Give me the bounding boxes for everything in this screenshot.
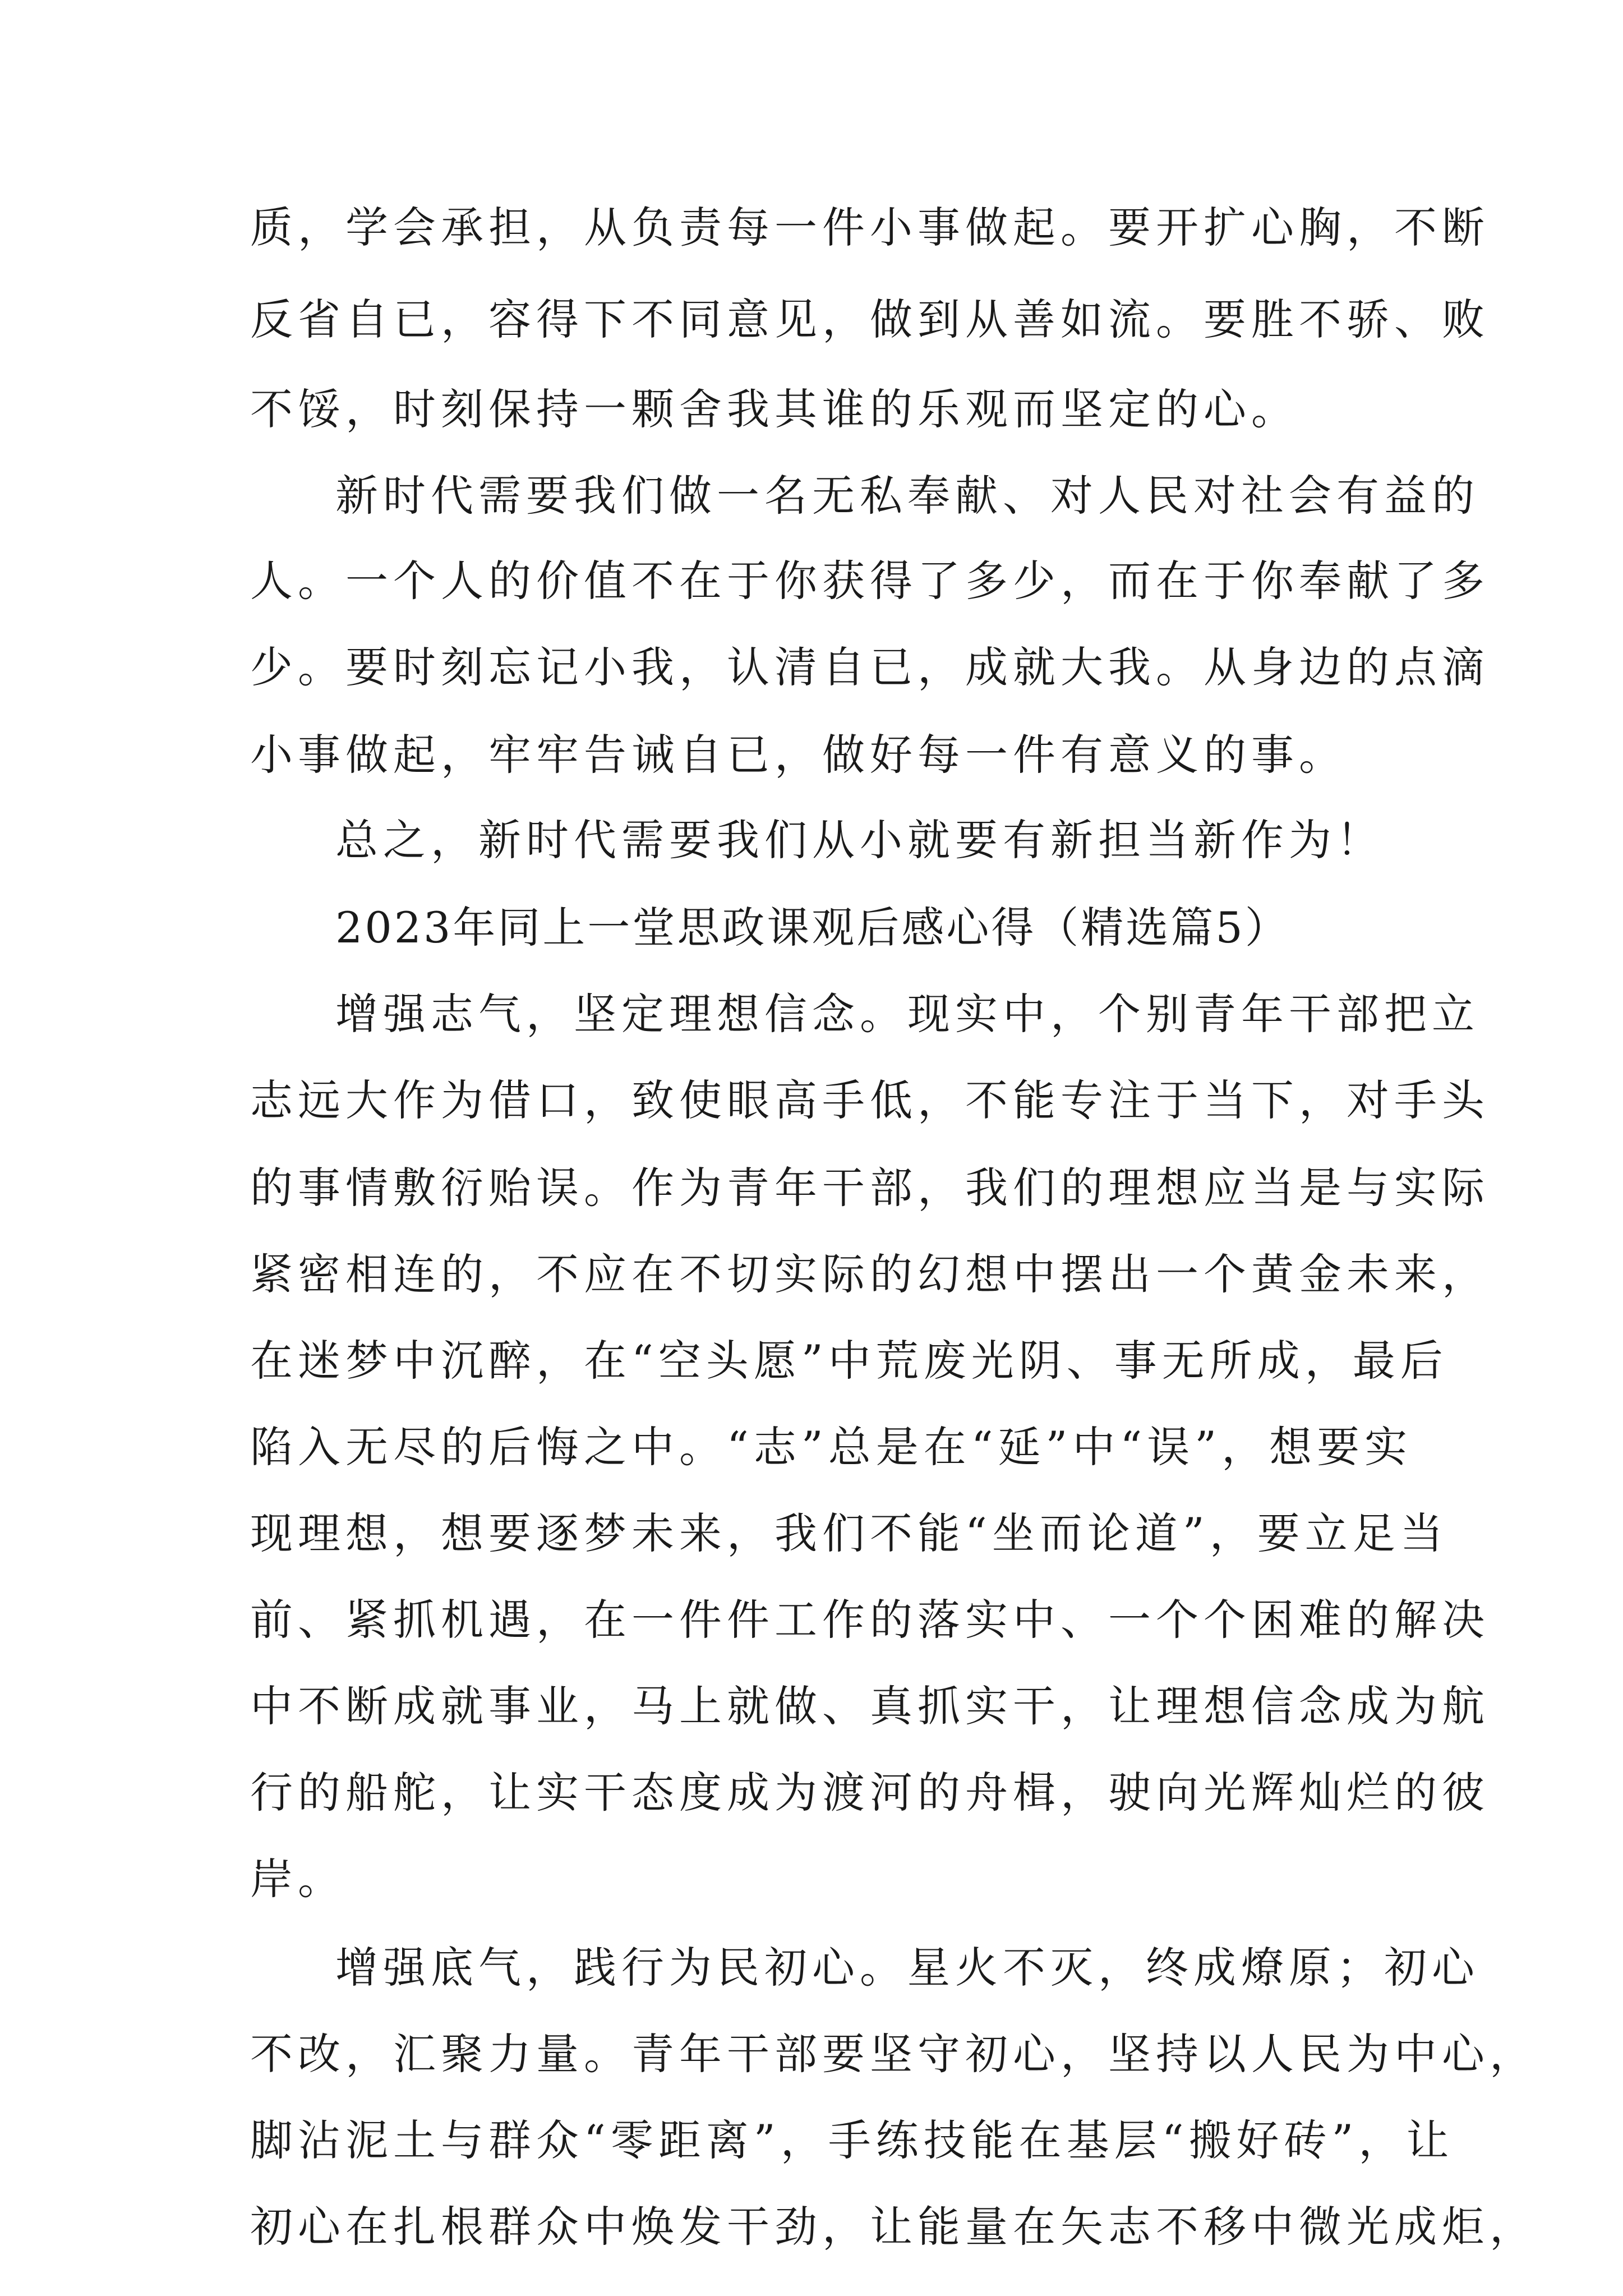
- text-line: 不改，汇聚力量。青年干部要坚守初心，坚持以人民为中心，: [250, 2029, 1537, 2079]
- text-line: 行的船舵，让实干态度成为渡河的舟楫，驶向光辉灿烂的彼: [250, 1768, 1490, 1818]
- text-line: 紧密相连的，不应在不切实际的幻想中摆出一个黄金未来，: [250, 1249, 1490, 1299]
- text-line: 岸。: [250, 1854, 345, 1904]
- text-line: 前、紧抓机遇，在一件件工作的落实中、一个个困难的解决: [250, 1595, 1490, 1645]
- paragraph-start: 增强志气，坚定理想信念。现实中，个别青年干部把立: [335, 989, 1479, 1039]
- section-heading: 2023年同上一堂思政课观后感心得（精选篇5）: [335, 903, 1290, 953]
- text-line: 反省自已，容得下不同意见，做到从善如流。要胜不骄、败: [250, 295, 1490, 344]
- text-line: 志远大作为借口，致使眼高手低，不能专注于当下，对手头: [250, 1075, 1490, 1125]
- paragraph-start: 增强底气，践行为民初心。星火不灭，终成燎原；初心: [335, 1943, 1479, 1993]
- text-line: 中不断成就事业，马上就做、真抓实干，让理想信念成为航: [250, 1681, 1490, 1731]
- text-line: 初心在扎根群众中焕发干劲，让能量在矢志不移中微光成炬，: [250, 2202, 1537, 2252]
- paragraph-start: 新时代需要我们做一名无私奉献、对人民对社会有益的: [335, 471, 1479, 521]
- text-line: 少。要时刻忘记小我，认清自已，成就大我。从身边的点滴: [250, 642, 1490, 692]
- text-line: 陷入无尽的后悔之中。“志”总是在“延”中“误”，想要实: [250, 1422, 1413, 1472]
- text-line: 质，学会承担，从负责每一件小事做起。要开扩心胸，不断: [250, 203, 1490, 252]
- text-line: 现理想，想要逐梦未来，我们不能“坐而论道”，要立足当: [250, 1508, 1448, 1558]
- paragraph-start: 总之，新时代需要我们从小就要有新担当新作为！: [335, 815, 1384, 865]
- text-line: 的事情敷衍贻误。作为青年干部，我们的理想应当是与实际: [250, 1163, 1490, 1213]
- text-line: 在迷梦中沉醉，在“空头愿”中荒废光阴、事无所成，最后: [250, 1336, 1448, 1386]
- text-line: 脚沾泥土与群众“零距离”，手练技能在基层“搬好砖”，让: [250, 2115, 1454, 2165]
- text-line: 小事做起，牢牢告诫自已，做好每一件有意义的事。: [250, 730, 1347, 780]
- text-line: 人。一个人的价值不在于你获得了多少，而在于你奉献了多: [250, 556, 1490, 606]
- text-line: 不馁，时刻保持一颗舍我其谁的乐观而坚定的心。: [250, 384, 1299, 434]
